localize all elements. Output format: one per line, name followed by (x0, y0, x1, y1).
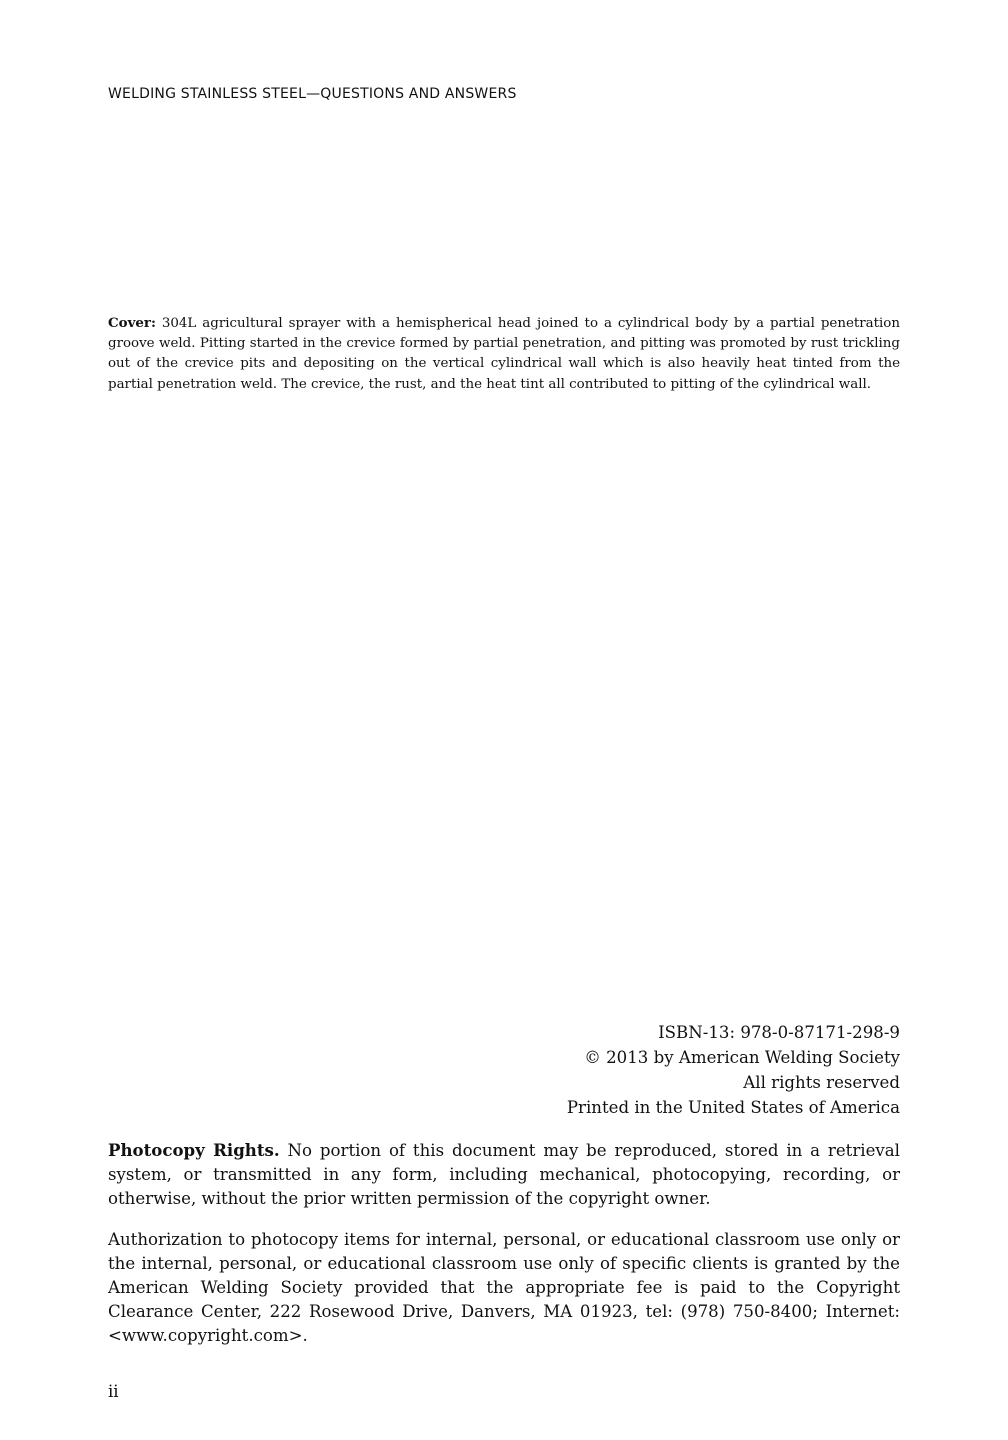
photocopy-rights-paragraph (108, 1138, 900, 1211)
photocopy-rights-text: No portion of this document may be reproduced, stored in a retrieval system, or transmitted in any form, including mechanical, photocopying, recording, or otherwise, without the prior written permission of the copyright owner. (108, 1141, 900, 1208)
authorization-paragraph: Authorization to photocopy items for internal, personal, or educational classroom use only or the internal, personal, or educational classroom use only of specific clients is granted by the American Welding Society provided that the appropriate fee is paid to the Copyright Clearance Center, 222 Rosewood Drive, Danvers, MA 01923, tel: (978) 750-8400; Internet: <www.copyright.com>. (108, 1230, 900, 1345)
publication-info (567, 1020, 900, 1120)
cover-caption (108, 313, 900, 395)
photocopy-rights-label: Photocopy Rights. (108, 1140, 280, 1160)
copyright-line: © 2013 by American Welding Society (584, 1048, 900, 1067)
cover-caption-label: Cover: (108, 315, 156, 331)
running-title: WELDING STAINLESS STEEL—QUESTIONS AND ANSWERS (108, 86, 517, 102)
page-number: ii (108, 1382, 119, 1401)
cover-caption-text: 304L agricultural sprayer with a hemispherical head joined to a cylindrical body by a partial penetration groove weld. Pitting started in the crevice formed by partial penetration, and pitting was promoted by rust trickling out of the crevice pits and depositing on the vertical cylindrical wall which is also heavily heat tinted from the partial penetration weld. The crevice, the rust, and the heat tint all contributed to pitting of the cylindrical wall. (108, 316, 900, 392)
rights-line: All rights reserved (743, 1073, 900, 1092)
isbn: ISBN-13: 978-0-87171-298-9 (658, 1023, 900, 1042)
printed-line: Printed in the United States of America (566, 1098, 900, 1117)
